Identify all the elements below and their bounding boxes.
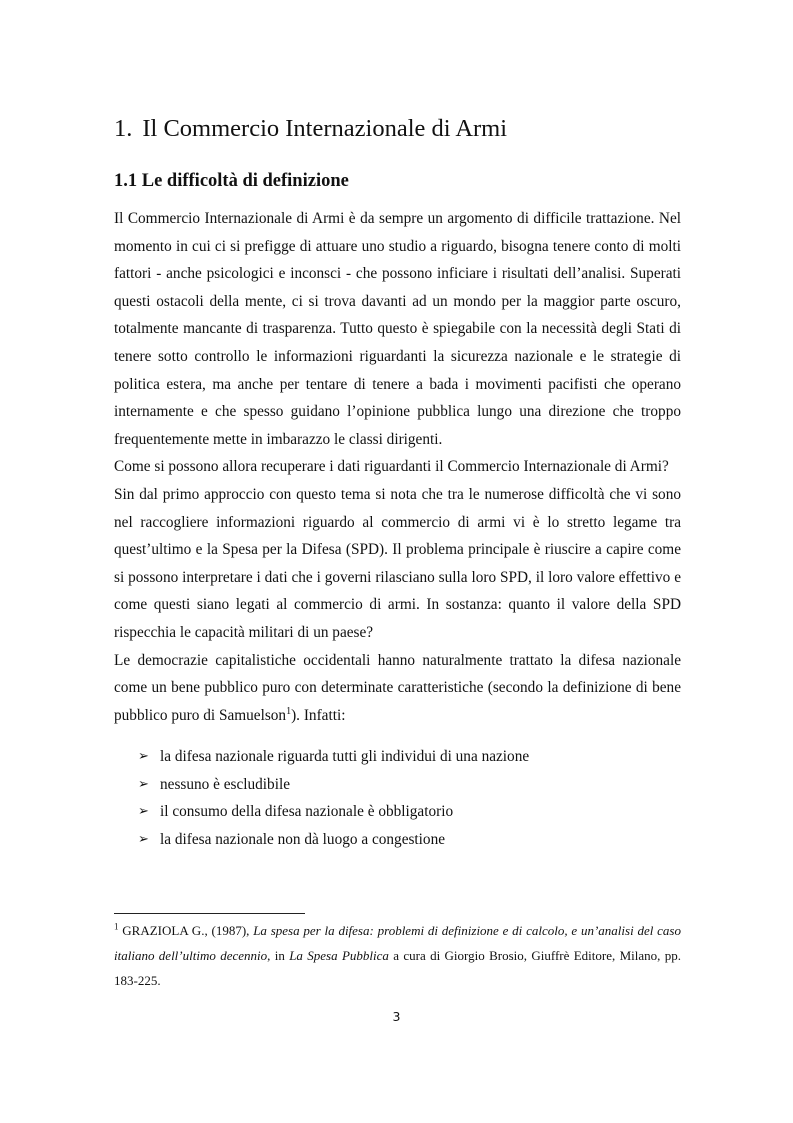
page-number: 3 [392,1009,401,1024]
paragraph-spd: Sin dal primo approccio con questo tema si nota che tra le numerose difficoltà che vi sono nel raccogliere informazioni riguardo al commercio di armi vi è lo stretto legame tra quest’ultimo e la Spesa per la Difesa (SPD). Il problema principale è riuscire a capire come si possono interpretare i dati che i governi rilasciano sulla loro SPD, il loro valore effettivo e come questi siano legati al commercio di armi. In sostanza: quanto il valore della SPD rispecchia le capacità militari di un paese? [114,485,681,641]
arrow-bullet-icon: ➢ [138,776,149,792]
footnote-title: La spesa per la difesa: problemi di definizione e di calcolo, e un’analisi del caso italiano dell’ultimo decennio [114,923,681,963]
footnote-publisher: a cura di Giorgio Brosio, Giuffrè Editore, Milano, pp. 183-225. [114,947,681,988]
chapter-title [114,112,694,146]
section-title: 1.1 Le difficoltà di definizione [114,171,349,191]
chapter-title-text: Il Commercio Internazionale di Armi [142,115,508,142]
footnote-book-title: La Spesa Pubblica [289,947,389,963]
bullet-list [114,743,681,853]
arrow-bullet-icon: ➢ [138,749,149,765]
arrow-bullet-icon: ➢ [138,832,149,848]
list-item [114,771,681,799]
footnote-reference[interactable]: 1 [286,705,292,717]
footnote-connector: , in [267,947,290,963]
paragraph-intro: Il Commercio Internazionale di Armi è da sempre un argomento di difficile trattazione. Nel momento in cui ci si prefigge di attuare uno studio a riguardo, bisogna tenere conto di molti fattori - anche psicologici e inconsci - che possono inficiare i risultati dell’analisi. Superati questi ostacoli della mente, ci si trova davanti ad un mondo per la maggior parte oscuro, totalmente mancante di trasparenza. Tutto questo è spiegabile con la necessità degli Stati di tenere sotto controllo le informazioni riguardanti la sicurezza nazionale e le strategie di politica estera, ma anche per tentare di tenere a bada i movimenti pacifisti che operano internamente e che spesso guidano l’opinione pubblica lungo una direzione che troppo frequentemente mette in imbarazzo le classi dirigenti. [114,210,681,448]
list-item [114,826,681,854]
paragraph-public-good [114,647,681,730]
footnote-marker: 1 [114,921,119,932]
paragraph-question: Come si possono allora recuperare i dati riguardanti il Commercio Internazionale di Armi? [114,458,669,476]
footnote-divider [114,913,305,914]
list-item [114,743,681,771]
list-item-text: il consumo della difesa nazionale è obbligatorio [160,803,454,821]
body-text [114,205,681,854]
paragraph-public-good-text: Le democrazie capitalistiche occidentali hanno naturalmente trattato la difesa nazionale come un bene pubblico puro con determinate caratteristiche (secondo la definizione di bene pubblico puro di Samuelson [114,651,681,724]
list-item-text: la difesa nazionale non dà luogo a congestione [160,831,446,849]
footnote [114,919,681,993]
arrow-bullet-icon: ➢ [138,804,149,820]
chapter-number: 1. [114,115,133,142]
list-item-text: nessuno è escludibile [160,775,290,793]
paragraph-public-good-end: ). Infatti: [291,706,346,724]
list-item-text: la difesa nazionale riguarda tutti gli individui di una nazione [160,748,530,766]
list-item [114,798,681,826]
footnote-author: GRAZIOLA G., (1987), [122,923,254,938]
